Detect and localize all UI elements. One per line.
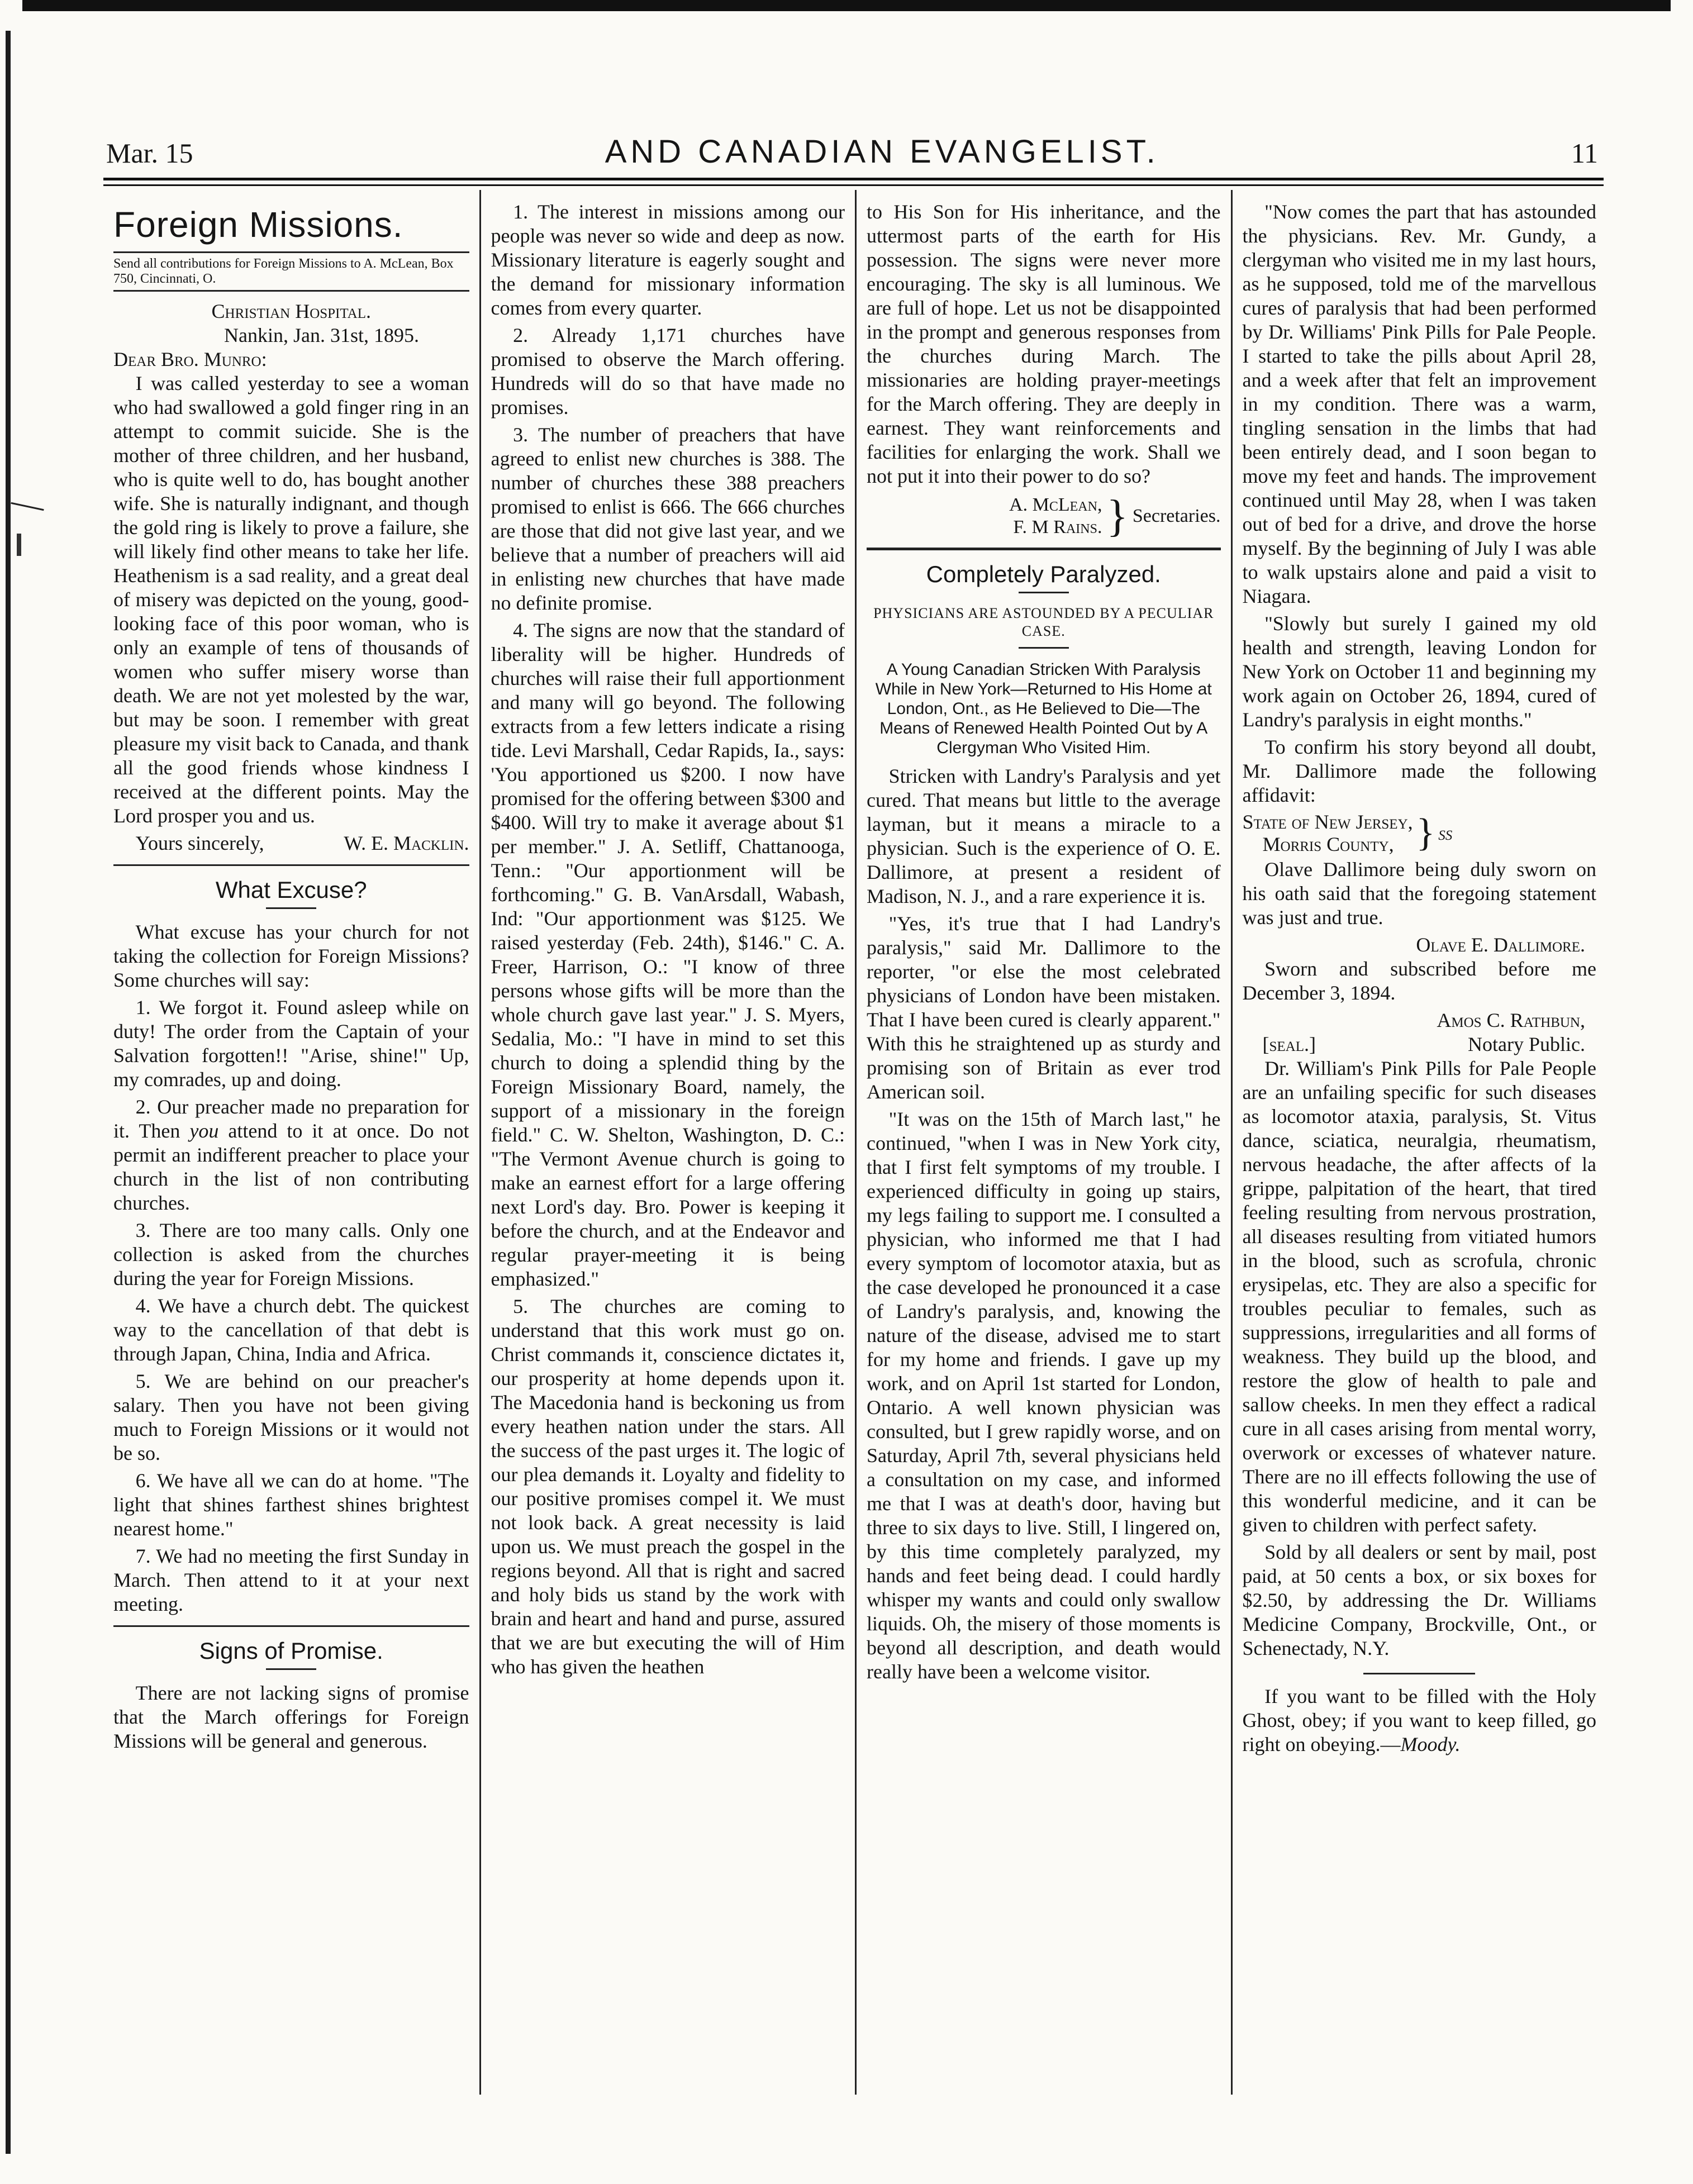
promise-intro: There are not lacking signs of promise that the March offerings for Foreign Missions will be general and generous. <box>113 1682 469 1752</box>
promise-item-2: 2. Already 1,171 churches have promised to observe the March offering. Hundreds will do so that have made no promises. <box>491 324 845 418</box>
notary-signature: Amos C. Rathbun, <box>1437 1009 1585 1031</box>
secretary-2: F. M Rains. <box>1013 517 1102 537</box>
excuse-item-4: 4. We have a church debt. The quickest way to the cancellation of that debt is through Japan, China, India and Africa. <box>113 1295 469 1365</box>
affiant-signature: Olave E. Dallimore. <box>1416 934 1585 956</box>
publication-title: AND CANADIAN EVANGELIST. <box>605 134 1159 170</box>
affidavit-ss: ss <box>1438 821 1453 844</box>
paralyzed-p1: Stricken with Landry's Paralysis and yet cured. That means but little to the average layman, but it means a miracle to a physician. Such is the experience of O. E. Dallimore, at present a resident of Madison, N. J., and a rare experience it is. <box>867 765 1221 907</box>
closing-quote <box>1243 1685 1597 1757</box>
notary-title: Notary Public. <box>1468 1033 1585 1055</box>
column-3 <box>855 190 1231 2095</box>
page-number: 11 <box>1571 137 1598 169</box>
excuse-item-3: 3. There are too many calls. Only one collection is asked from the churches during the year for Foreign Missions. <box>113 1219 469 1290</box>
secretaries-label: Secretaries. <box>1132 506 1221 526</box>
notary-line <box>1243 1032 1597 1057</box>
promise-continuation: to His Son for His inheritance, and the uttermost parts of the earth for His possession. The signs were never more encouraging. The sky is all luminous. We are full of hope. Let us not be disappointed in the prompt and generous responses from the churches during March. The missionaries are holding prayer-meetings for the March offering. They are deeply in earnest. They want reinforcements and facilities for enlarging the work. Shall we not put it into their power to do so? <box>867 201 1221 487</box>
section-divider <box>113 1625 469 1627</box>
letter-body: I was called yesterday to see a woman who had swallowed a gold finger ring in an attempt to commit suicide. She is the mother of three children, and her husband, who is quite well to do, has bought another wife. She is naturally indignant, and though the gold ring is likely to prove a failure, she will likely find other means to take her life. Heathenism is a sad reality, and a great deal of misery was depicted on the young, good-looking face of this poor woman, who is only an example of tens of thousands of women who suffer misery worse than death. We are not yet molested by the war, but may be soon. I remember with great pleasure my visit back to Canada, and thank all the good friends whose kindness I received at the different points. May the Lord prosper you and us. <box>113 372 469 827</box>
pink-pills-ordering: Sold by all dealers or sent by mail, post paid, at 50 cents a box, or six boxes for $2.50, by addressing the Dr. Williams Medicine Company, Brockville, Ont., or Schenectady, N.Y. <box>1242 1541 1596 1659</box>
page-header <box>106 133 1598 170</box>
notary-seal: [seal.] <box>1262 1033 1316 1055</box>
letter-signoff <box>113 831 469 855</box>
binding-mark <box>11 502 44 511</box>
letter-dateline: Nankin, Jan. 31st, 1895. <box>224 324 419 346</box>
excuse-intro: What excuse has your church for not taking the collection for Foreign Missions? Some churches will say: <box>113 921 469 991</box>
letter-salutation: Dear Bro. Munro: <box>113 348 267 370</box>
excuse-item-7: 7. We had no meeting the first Sunday in March. Then attend to it at your next meeting. <box>113 1545 469 1615</box>
paralyzed-p3: "It was on the 15th of March last," he continued, "when I was in New York city, that I first felt symptoms of my trouble. I experienced difficulty in going up stairs, my legs failing to support me. I consulted a physician, who informed me that I had every symptom of locomotor ataxia, but as the case developed he pronounced it a case of Landry's paralysis, and, knowing the nature of the disease, advised me to start for my home and friends. I gave up my work, and on April 1st started for London, Ontario. A well known physician was consulted, but I grew rapidly worse, and on Saturday, April 7th, several physicians held a consultation on my case, and informed me that I was at death's door, having but three to six days to live. Still, I lingered on, by this time completely paralyzed, my hands and feet being dead. I could hardly whisper my wants and could only swallow liquids. Oh, the misery of those moments is beyond all description, and death would really have been a welcome visitor. <box>867 1108 1221 1683</box>
binding-mark-small <box>17 534 21 556</box>
quote-author: Moody. <box>1400 1733 1461 1755</box>
title-underline <box>1019 592 1069 593</box>
brace-glyph: } <box>1106 492 1128 541</box>
promise-item-5: 5. The churches are coming to understand that this work must go on. Christ commands it, conscience dictates it, our prosperity at home depends upon it. The Macedonia hand is beckoning us from every heathen nation under the stars. All the success of the past urges it. The logic of our plea demands it. Loyalty and fidelity to our positive promises compel it. We must not look back. A great necessity is laid upon us. We must preach the gospel in the regions beyond. All that is right and sacred and holy bids us stand by the work with brain and heart and hand and purse, assured that we are but executing the will of Him who has given the heathen <box>491 1295 845 1678</box>
excuse-2-emphasis: you <box>189 1120 219 1142</box>
foreign-missions-title: Foreign Missions. <box>113 204 403 245</box>
article-subhead: PHYSICIANS ARE ASTOUNDED BY A PECULIAR CASE. <box>873 605 1214 639</box>
excuse-2-text-a: 2. Our preacher made no preparation for it. Then <box>113 1096 469 1142</box>
article-columns <box>103 190 1606 2095</box>
pink-pills-description: Dr. William's Pink Pills for Pale People are an unfailing specific for such diseases as locomotor ataxia, paralysis, St. Vitus dance, sciatica, neuralgia, rheumatism, nervous headache, the after affects of la grippe, palpitation of the heart, that tired feeling resulting from nervous prostration, all diseases resulting from vitiated humors in the blood, such as scrofula, chronic erysipelas, etc. They are also a specific for troubles peculiar to females, such as suppressions, irregularities and all forms of weakness. They build up the blood, and restore the glow of health to pale and sallow cheeks. In men they effect a radical cure in all cases arising from mental worry, overwork or excesses of whatever nature. There are no ill effects following the use of this wonderful medicine, and it can be given to children with perfect safety. <box>1242 1057 1596 1536</box>
contributions-note: Send all contributions for Foreign Missions to A. McLean, Box 750, Cincinnati, O. <box>113 251 469 292</box>
affidavit-state: State of New Jersey, <box>1242 811 1413 833</box>
section-divider <box>867 548 1221 550</box>
paralyzed-p5: "Slowly but surely I gained my old health and strength, leaving London for New York on October 11 and beginning my work again on October 26, 1894, cured of Landry's paralysis in eight months." <box>1242 612 1596 731</box>
excuse-2-text-b: attend to it at once. Do not permit an indifferent preacher to place your church in the list of non contributing churches. <box>113 1120 469 1214</box>
binding-edge-line <box>6 31 11 2154</box>
section-divider <box>113 864 469 866</box>
secretary-names <box>1009 494 1102 539</box>
excuse-item-5: 5. We are behind on our preacher's salary. Then you have not been giving much to Foreign Missions or it would not be so. <box>113 1370 469 1464</box>
letter-signature: W. E. Macklin. <box>344 832 469 854</box>
brace-glyph: } <box>1416 811 1435 854</box>
excuse-item-1: 1. We forgot it. Found asleep while on duty! The order from the Captain of your Salvation forgotten!! "Arise, shine!" Up, my comrades, up and doing. <box>113 996 469 1091</box>
section-divider <box>1363 1673 1475 1674</box>
header-rule <box>103 178 1604 180</box>
column-2 <box>479 190 855 2095</box>
paralyzed-p4: "Now comes the part that has astounded the physicians. Rev. Mr. Gundy, a clergyman who visited me in my last hours, as he supposed, told me of the marvellous cures of paralysis that had been performed by Dr. Williams' Pink Pills for Pale People. I started to take the pills about April 28, and a week after that felt an improvement in my condition. There was a warm, tingling sensation in the limbs that had been entirely dead, and I soon began to move my feet and hands. The improvement continued until May 28, when I was taken out of bed for a drive, and drove the horse myself. By the beginning of July I was able to walk upstairs alone and paid a visit to Niagara. <box>1242 201 1596 607</box>
paralyzed-p2: "Yes, it's true that I had Landry's paralysis," said Mr. Dallimore to the reporter, "or else the most celebrated physicians of London have been mistaken. That I have been cured is clearly apparent." With this he straightened up as sturdy and promising son of Britain as ever trod American soil. <box>867 912 1221 1103</box>
excuse-item-6: 6. We have all we can do at home. "The light that shines farthest shines brightest nearest home." <box>113 1469 469 1540</box>
quote-text: If you want to be filled with the Holy Ghost, obey; if you want to keep filled, go right on obeying.— <box>1242 1685 1596 1755</box>
column-1 <box>103 190 479 2095</box>
affidavit-venue <box>1243 811 1597 855</box>
paralyzed-p6: To confirm his story beyond all doubt, Mr. Dallimore made the following affidavit: <box>1242 736 1596 806</box>
completely-paralyzed-title: Completely Paralyzed. <box>926 561 1161 587</box>
promise-item-1: 1. The interest in missions among our people was never so wide and deep as now. Missionary literature is eagerly sought and the demand for missionary information comes from every quarter. <box>491 201 845 319</box>
signs-of-promise-title: Signs of Promise. <box>199 1638 383 1664</box>
excuse-item-2 <box>113 1095 469 1215</box>
title-underline <box>266 1668 316 1670</box>
title-underline <box>266 907 316 909</box>
subhead-underline <box>1019 647 1069 649</box>
article-deck: A Young Canadian Stricken With Paralysis While in New York—Returned to His Home at London, Ont., as He Believed to Die—The Means of Renewed Health Pointed Out by A Clergyman Who Visited Him. <box>875 660 1212 757</box>
affidavit-county: Morris County, <box>1262 833 1394 855</box>
affidavit-statement: Olave Dallimore being duly sworn on his oath said that the foregoing statement was just and true. <box>1242 858 1596 929</box>
affidavit-lines <box>1243 811 1413 855</box>
secretaries-signature <box>867 494 1221 539</box>
issue-date: Mar. 15 <box>106 137 193 169</box>
column-4 <box>1231 190 1607 2095</box>
what-excuse-title: What Excuse? <box>215 877 367 903</box>
sworn-statement: Sworn and subscribed before me December 3, 1894. <box>1242 958 1596 1004</box>
secretary-1: A. McLean, <box>1009 494 1102 515</box>
promise-item-3: 3. The number of preachers that have agreed to enlist new churches is 388. The number of churches these 388 preachers promised to enlist is 666. The 666 churches are those that did not give last year, and we believe that a number of preachers will aid in enlisting new churches that have made no definite promise. <box>491 424 845 614</box>
letter-hospital: Christian Hospital. <box>211 300 371 322</box>
top-border-rule <box>22 0 1671 11</box>
header-rule-thin <box>103 184 1604 186</box>
letter-closing: Yours sincerely, <box>135 832 264 854</box>
promise-item-4: 4. The signs are now that the standard of liberality will be higher. Hundreds of churches will raise their full apportionment and many will go beyond. The following extracts from a few letters indicate a rising tide. Levi Marshall, Cedar Rapids, Ia., says: 'You apportioned us $200. I now have promised for the offering between $300 and $400. Will try to make it average about $1 per member." J. A. Setliff, Chattanooga, Tenn.: "Our apportionment will be forthcoming." G. B. VanArsdall, Wabash, Ind: "Our apportionment was $125. We raised yesterday (Feb. 24th), $146." C. A. Freer, Harrison, O.: "I know of three persons whose gifts will be more than the whole church gave last year." J. S. Myers, Sedalia, Mo.: "I have in mind to set this church to doing a splendid thing by the Foreign Missionary Board, namely, the support of a missionary in the foreign field." C. W. Shelton, Washington, D. C.: "The Vermont Avenue church is going to make an earnest effort for a large offering next Lord's day. Bro. Power is keeping it before the church, and at the Endeavor and regular prayer-meeting it is being emphasized." <box>491 619 845 1290</box>
